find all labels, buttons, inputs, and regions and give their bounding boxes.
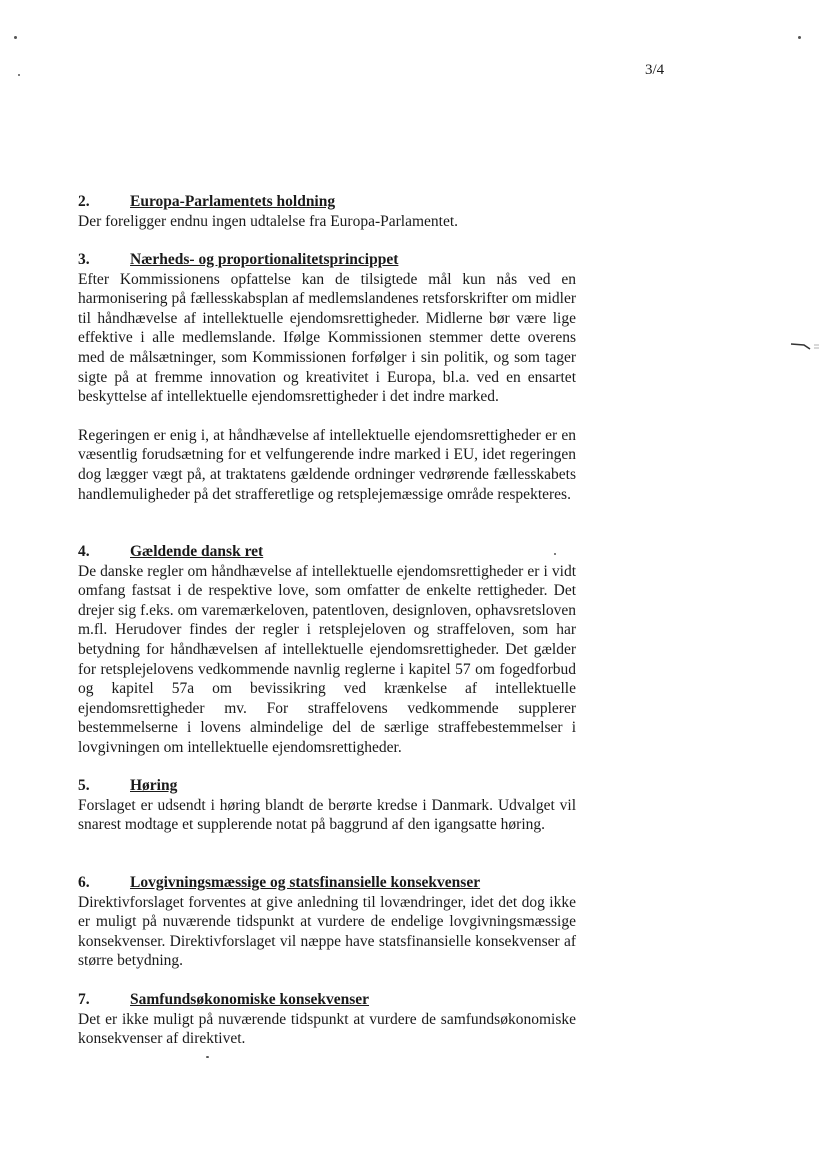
- section-number: 6.: [78, 874, 90, 891]
- section-heading: [78, 990, 576, 1010]
- section-title: Samfundsøkonomiske konsekvenser: [130, 991, 370, 1008]
- section-7: [78, 990, 576, 1049]
- section-5: [78, 776, 576, 835]
- section-title: Gældende dansk ret: [130, 543, 264, 560]
- paragraph: Det er ikke muligt på nuværende tidspunkt at vurdere de samfundsøkonomiske konsekvenser af direktivet.: [78, 1010, 576, 1048]
- section-title: Høring: [130, 777, 178, 794]
- section-2: [78, 192, 576, 231]
- scan-speck: [798, 36, 801, 39]
- section-number: 7.: [78, 991, 90, 1008]
- section-3: [78, 250, 576, 504]
- paragraph: Forslaget er udsendt i høring blandt de berørte kredse i Danmark. Udvalget vil snarest modtage et supplerende notat på baggrund af den igangsatte høring.: [78, 796, 576, 834]
- scan-speck: [206, 1056, 209, 1058]
- section-heading: [78, 192, 576, 212]
- page-number: 3/4: [645, 62, 665, 78]
- paragraph: Efter Kommissionens opfattelse kan de tilsigtede mål kun nås ved en harmonisering på fællesskabsplan af medlemslandenes retsforskrifter om midler til håndhævelse af intellektuelle ejendomsrettigheder. Midlerne bør være lige effektive i alle medlemslande. Ifølge Kommissionen stemmer dette overens med de målsætninger, som Kommissionen forfølger i sin politik, og som tager sigte på at fremme innovation og kreativitet i Europa, bl.a. ved en ensartet beskyttelse af intellektuelle ejendomsrettigheder i det indre marked.: [78, 270, 576, 406]
- section-6: [78, 873, 576, 971]
- section-heading: [78, 250, 576, 270]
- paragraph: Direktivforslaget forventes at give anledning til lovændringer, idet det dog ikke er muligt på nuværende tidspunkt at vurdere de endelige lovgivningsmæssige konsekvenser. Direktivforslaget vil næppe have statsfinansielle konsekvenser af større betydning.: [78, 893, 576, 970]
- section-heading: [78, 873, 576, 893]
- section-number: 4.: [78, 543, 90, 560]
- section-title: Lovgivningsmæssige og statsfinansielle konsekvenser: [130, 874, 481, 891]
- paragraph: Regeringen er enig i, at håndhævelse af intellektuelle ejendomsrettigheder er en væsentlig forudsætning for et velfungerende indre marked i EU, idet regeringen dog lægger vægt på, at traktatens gældende ordninger vedrørende fællesskabets handlemuligheder på det strafferetlige og retsplejemæssige område respekteres.: [78, 426, 576, 503]
- section-number: 3.: [78, 251, 90, 268]
- section-4: [78, 542, 576, 758]
- section-title: Europa-Parlamentets holdning: [130, 193, 336, 210]
- paragraph: De danske regler om håndhævelse af intellektuelle ejendomsrettigheder er i vidt omfang fastsat i de respektive love, som omfatter de enkelte rettigheder. Det drejer sig f.eks. om varemærkeloven, patentloven, designloven, ophavsretsloven m.fl. Herudover findes der regler i retsplejeloven og straffeloven, som har betydning for håndhævelsen af intellektuelle ejendomsrettigheder. Det gælder for retsplejelovens vedkommende navnlig reglerne i kapitel 57 om fogedforbud og kapitel 57a om bevissikring ved krænkelse af intellektuelle ejendomsrettigheder mv. For straffelovens vedkommende supplerer bestemmelserne i lovens almindelige del de særlige straffebestemmelser i lovgivningen om intellektuelle ejendomsrettigheder.: [78, 562, 576, 756]
- section-heading: [78, 776, 576, 796]
- paragraph: Der foreligger endnu ingen udtalelse fra Europa-Parlamentet.: [78, 212, 459, 230]
- section-number: 5.: [78, 777, 90, 794]
- section-title: Nærheds- og proportionalitetsprincippet: [130, 251, 399, 268]
- scan-speck: [18, 74, 20, 76]
- scan-speck: [14, 36, 17, 39]
- section-number: 2.: [78, 193, 90, 210]
- margin-mark: [790, 341, 820, 351]
- section-heading: [78, 542, 576, 562]
